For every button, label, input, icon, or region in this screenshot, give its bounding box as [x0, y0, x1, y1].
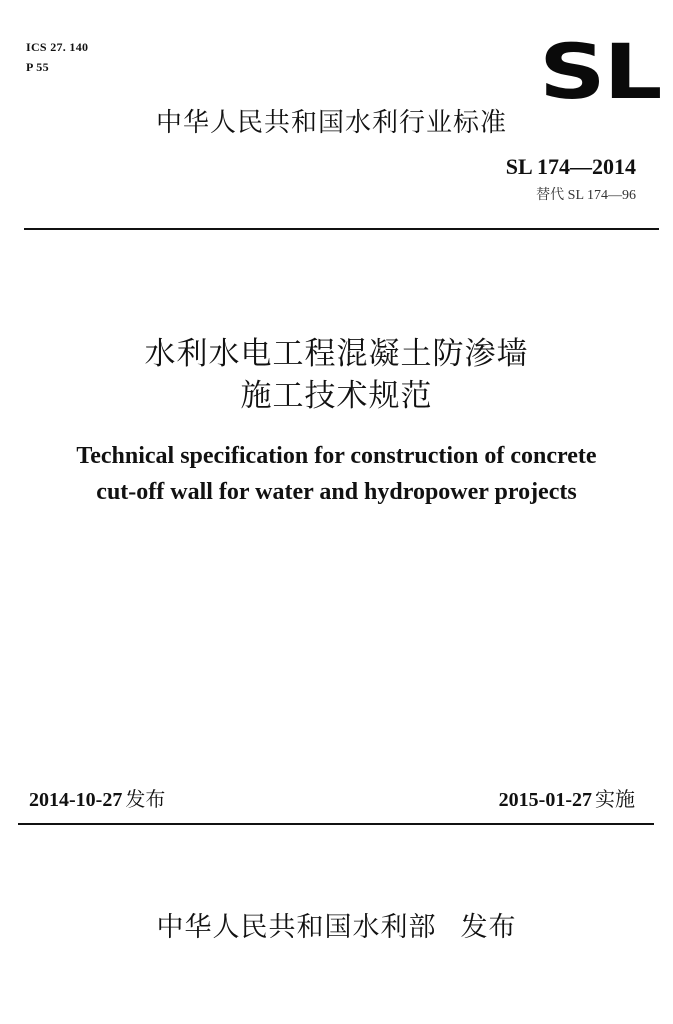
ics-code: ICS 27. 140 [26, 40, 89, 54]
p-code: P 55 [26, 60, 49, 74]
implementation-date-block [499, 786, 635, 813]
chinese-title-line-1: 水利水电工程混凝土防渗墙 [144, 336, 529, 372]
implementation-date: 2015-01-27 [498, 789, 592, 811]
chinese-title [0, 333, 673, 417]
english-title [0, 438, 673, 510]
industry-standard-heading: 中华人民共和国水利行业标准 [155, 108, 507, 138]
replaces-note: 替代 SL 174—96 [536, 188, 636, 203]
standard-code: SL 174—2014 [505, 154, 636, 179]
issue-label: 发布 [125, 787, 166, 811]
english-title-line-1: Technical specification for construction of concrete [76, 443, 597, 469]
top-divider [24, 228, 659, 230]
classification-block [26, 37, 88, 77]
publisher-action: 发布 [460, 912, 517, 943]
chinese-title-line-2: 施工技术规范 [240, 378, 433, 414]
publisher-name: 中华人民共和国水利部 [156, 912, 437, 943]
bottom-divider [18, 823, 654, 825]
english-title-line-2: cut-off wall for water and hydropower projects [96, 479, 577, 505]
sl-logo: SL [539, 27, 660, 116]
issue-date-block [29, 786, 165, 813]
implementation-label: 实施 [595, 787, 635, 811]
issue-date: 2014-10-27 [29, 789, 123, 811]
publisher-line [0, 910, 673, 946]
